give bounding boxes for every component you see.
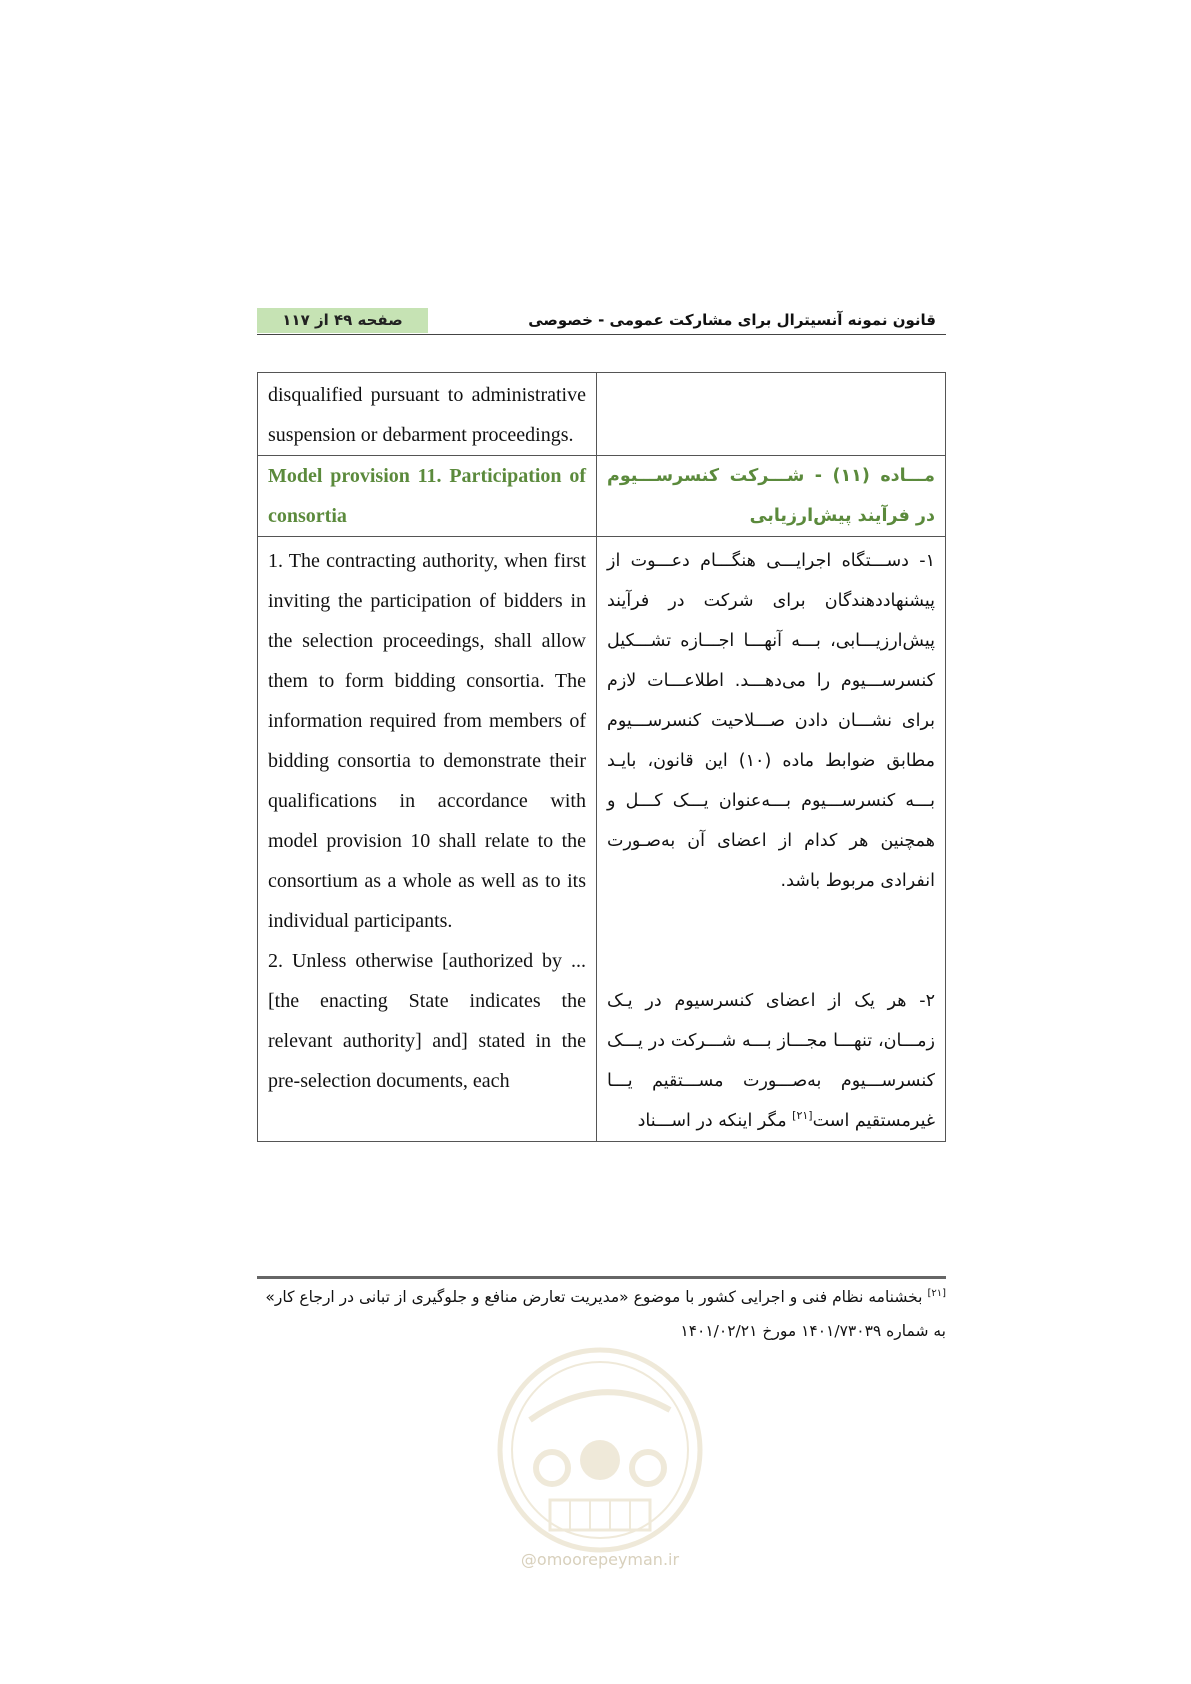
document-title: قانون نمونه آنسیترال برای مشارکت عمومی - خصوصی	[528, 311, 936, 329]
english-cell	[258, 373, 597, 456]
spacer	[607, 901, 935, 981]
persian-paragraph-1: ۱- دســـتگاه اجرایـــی هنگـــام دعـــوت از پیشنهاددهندگان برای شرکت در فرآیند پیش‌ارزیـــابی، بـــه آنهـــا اجـــازه تشـــکیل کنسرســـیوم را می‌دهـــد. اطلاعـــات لازم برای نشـــان دادن صـــلاحیت کنسرســـیوم مطابق ضوابط ماده (۱۰) این قانون، بایـد بـــه کنسرســـیوم بـــه‌عنوان یـــک کـــل و همچنین هر کدام از اعضای آن به‌صـورت انفرادی مربوط باشد.	[607, 551, 935, 891]
table-row	[258, 456, 946, 537]
page-number-badge: صفحه ۴۹ از ۱۱۷	[257, 308, 428, 333]
persian-paragraph-2-text: ۲- هر یک از اعضای کنسرسیوم در یـک زمـــان، تنهـــا مجـــاز بـــه شـــرکت در یـــک کنسرســـیوم به‌صـــورت مســـتقیم یـــا غیرمستقیم است	[607, 991, 935, 1131]
persian-paragraph-2-tail: مگر اینکه در اســـناد	[637, 1111, 793, 1131]
footnote-separator	[257, 1276, 946, 1279]
watermark-logo	[490, 1340, 710, 1560]
watermark-url: @omoorepeyman.ir	[520, 1550, 680, 1569]
footnote-text: بخشنامه نظام فنی و اجرایی کشور با موضوع «مدیریت تعارض منافع و جلوگیری از تبانی در ارجاع کار» به شماره ۱۴۰۱/۷۳۰۳۹ مورخ ۱۴۰۱/۰۲/۲۱	[265, 1288, 946, 1340]
persian-paragraph-2	[607, 981, 935, 1141]
bilingual-table	[257, 372, 946, 1142]
footnote-number: [۲۱]	[927, 1287, 946, 1299]
footnote-reference[interactable]: [۲۱]	[792, 1109, 813, 1123]
english-paragraph: disqualified pursuant to administrative suspension or debarment proceedings.	[268, 384, 586, 446]
table-row	[258, 537, 946, 1142]
english-cell	[258, 537, 597, 1142]
page-header	[257, 308, 946, 335]
persian-cell	[597, 537, 946, 1142]
persian-cell	[597, 373, 946, 456]
english-paragraph-1: 1. The contracting authority, when first inviting the participation of bidders in the selection proceedings, shall allow them to form bidding consortia. The information required from members of bidding consortia to demonstrate their qualifications in accordance with model provision 10 shall relate to the consortium as a whole as well as to its individual participants.	[268, 550, 586, 932]
english-paragraph-2: 2. Unless otherwise [authorized by ... [the enacting State indicates the relevant authority] and] stated in the pre-selection documents, each	[268, 950, 586, 1092]
english-heading: Model provision 11. Participation of consortia	[258, 456, 597, 537]
persian-heading: مـــاده (۱۱) - شـــرکت کنسرســـیوم در فرآیند پیش‌ارزیابی	[597, 456, 946, 537]
footnote	[257, 1280, 946, 1348]
table-row	[258, 373, 946, 456]
